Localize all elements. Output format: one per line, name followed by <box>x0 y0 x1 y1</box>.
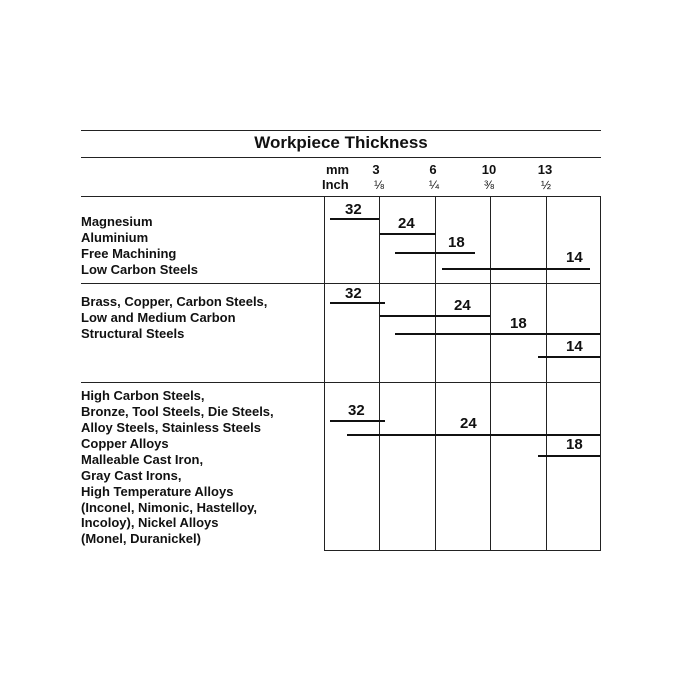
column-header-inch: ¼ <box>428 178 439 192</box>
grid-line-6mm <box>435 196 436 551</box>
unit-mm-label: mm <box>326 162 350 177</box>
range-value: 32 <box>345 285 362 302</box>
material-line: Magnesium <box>81 214 153 229</box>
column-header-mm: 10 <box>481 162 497 177</box>
group-2-rule <box>81 382 601 383</box>
unit-inch-label: Inch <box>322 177 349 192</box>
range-value: 24 <box>398 215 415 232</box>
range-value: 18 <box>448 234 465 251</box>
material-line: Malleable Cast Iron, <box>81 452 204 467</box>
column-header-mm: 6 <box>429 162 437 177</box>
range-bar <box>330 420 385 422</box>
column-header-mm: 3 <box>372 162 380 177</box>
range-value: 24 <box>454 297 471 314</box>
range-bar <box>395 252 475 254</box>
column-header-inch: ½ <box>540 178 551 192</box>
range-bar <box>347 434 600 436</box>
grid-line-13mm <box>546 196 547 551</box>
grid-line-right <box>600 196 601 551</box>
bottom-rule <box>324 550 601 551</box>
range-value: 32 <box>345 201 362 218</box>
top-rule <box>81 130 601 131</box>
header-rule <box>81 196 601 197</box>
grid-line-3mm <box>379 196 380 551</box>
material-line: Bronze, Tool Steels, Die Steels, <box>81 404 274 419</box>
range-bar <box>395 333 600 335</box>
range-bar <box>330 218 379 220</box>
material-line: Free Machining <box>81 246 177 261</box>
range-bar <box>380 233 436 235</box>
material-line: Low and Medium Carbon <box>81 310 236 325</box>
column-header-mm: 13 <box>537 162 553 177</box>
material-line: Incoloy), Nickel Alloys <box>81 515 219 530</box>
grid-line-left <box>324 196 325 551</box>
material-line: Alloy Steels, Stainless Steels <box>81 420 261 435</box>
grid-line-10mm <box>490 196 491 551</box>
material-line: High Carbon Steels, <box>81 388 205 403</box>
material-line: (Monel, Duranickel) <box>81 531 201 546</box>
range-value: 24 <box>460 415 477 432</box>
material-line: Structural Steels <box>81 326 185 341</box>
material-line: High Temperature Alloys <box>81 484 234 499</box>
material-line: Brass, Copper, Carbon Steels, <box>81 294 268 309</box>
material-line: (Inconel, Nimonic, Hastelloy, <box>81 500 258 515</box>
range-bar <box>380 315 490 317</box>
group-1-rule <box>81 283 601 284</box>
material-line: Aluminium <box>81 230 149 245</box>
range-value: 32 <box>348 402 365 419</box>
range-bar <box>538 356 600 358</box>
column-header-inch: ⅛ <box>373 178 384 192</box>
column-header-inch: ⅜ <box>483 178 494 192</box>
title-rule <box>81 157 601 158</box>
range-value: 14 <box>566 338 583 355</box>
range-value: 18 <box>566 436 583 453</box>
material-line: Copper Alloys <box>81 436 169 451</box>
material-line: Low Carbon Steels <box>81 262 199 277</box>
range-value: 18 <box>510 315 527 332</box>
range-bar <box>442 268 590 270</box>
range-value: 14 <box>566 249 583 266</box>
material-line: Gray Cast Irons, <box>81 468 182 483</box>
range-bar <box>538 455 600 457</box>
chart-title: Workpiece Thickness <box>254 133 428 152</box>
range-bar <box>330 302 385 304</box>
